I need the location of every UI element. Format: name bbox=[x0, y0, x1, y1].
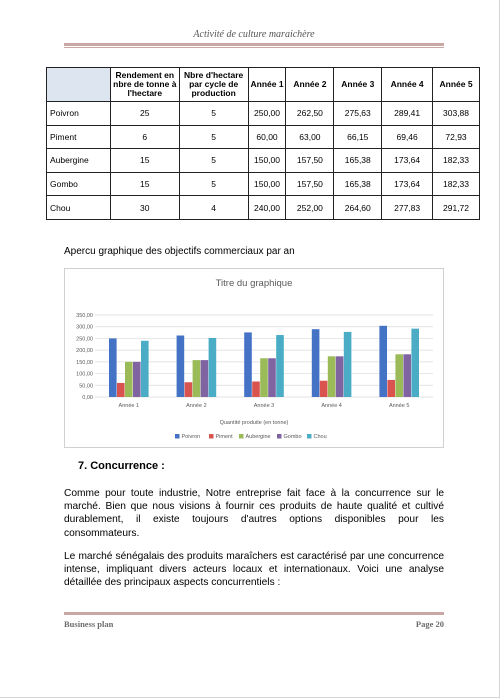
table-cell: 240,00 bbox=[248, 196, 286, 220]
legend-swatch bbox=[175, 434, 180, 439]
bar-chou bbox=[344, 332, 352, 397]
header-cell: Année 3 bbox=[334, 68, 382, 102]
page-number: Page 20 bbox=[415, 619, 444, 629]
table-cell: 252,00 bbox=[286, 196, 334, 220]
bar-poivron bbox=[312, 329, 320, 397]
footer-rule bbox=[64, 612, 444, 615]
chart-frame bbox=[64, 268, 444, 448]
bar-gombo bbox=[336, 356, 344, 397]
running-header: Activité de culture maraichère bbox=[193, 29, 315, 40]
table-cell: 72,93 bbox=[433, 125, 480, 149]
table-cell: Piment bbox=[47, 125, 111, 149]
x-tick-label: Année 2 bbox=[186, 403, 207, 409]
header-cell: Année 4 bbox=[382, 68, 433, 102]
legend-label: Aubergine bbox=[245, 434, 271, 440]
y-tick-label: 250,00 bbox=[76, 336, 93, 343]
table-cell: 165,38 bbox=[334, 149, 382, 173]
bar-aubergine bbox=[395, 354, 403, 397]
table-row bbox=[47, 102, 480, 126]
production-table bbox=[46, 67, 480, 220]
table-cell: 173,64 bbox=[382, 172, 433, 196]
table-cell: 15 bbox=[110, 149, 179, 173]
x-tick-label: Année 1 bbox=[118, 403, 140, 409]
bar-piment bbox=[387, 380, 395, 397]
y-tick-label: 300,00 bbox=[76, 324, 93, 331]
legend-label: Gombo bbox=[283, 434, 302, 440]
table-cell: 25 bbox=[110, 102, 179, 126]
legend-swatch bbox=[307, 434, 312, 439]
bar-aubergine bbox=[328, 356, 336, 397]
y-tick-label: 100,00 bbox=[76, 371, 93, 378]
bar-chart bbox=[65, 269, 443, 447]
bar-gombo bbox=[133, 362, 141, 397]
bar-piment bbox=[185, 382, 193, 397]
bar-aubergine bbox=[260, 358, 268, 397]
bar-poivron bbox=[109, 338, 117, 397]
table-cell: 289,41 bbox=[382, 102, 433, 126]
legend-swatch bbox=[209, 434, 214, 439]
bar-gombo bbox=[201, 360, 209, 397]
bar-chou bbox=[209, 338, 217, 397]
table-cell: 60,00 bbox=[248, 125, 286, 149]
bar-piment bbox=[320, 381, 328, 397]
table-cell: 4 bbox=[179, 196, 248, 220]
legend-label: Poivron bbox=[181, 434, 201, 440]
table-cell: 264,60 bbox=[334, 196, 382, 220]
table-cell: 150,00 bbox=[248, 149, 286, 173]
bar-aubergine bbox=[125, 362, 133, 397]
table-row bbox=[47, 172, 480, 196]
bar-piment bbox=[252, 382, 260, 397]
y-tick-label: 150,00 bbox=[76, 359, 93, 366]
bar-gombo bbox=[268, 358, 276, 397]
table-cell: 291,72 bbox=[433, 196, 480, 220]
table-cell: 5 bbox=[179, 172, 248, 196]
table-cell: 182,33 bbox=[433, 149, 480, 173]
table-cell: 69,46 bbox=[382, 125, 433, 149]
header-rule bbox=[64, 43, 444, 46]
x-tick-label: Année 5 bbox=[388, 403, 410, 409]
table-cell: 262,50 bbox=[286, 102, 334, 126]
table-row bbox=[47, 196, 480, 220]
header-rule-thin bbox=[64, 47, 444, 48]
table-cell: 250,00 bbox=[248, 102, 286, 126]
table-cell: 6 bbox=[110, 125, 179, 149]
table-cell: 63,00 bbox=[286, 125, 334, 149]
header-cell: Rendement en nbre de tonne à l'hectare bbox=[110, 68, 179, 102]
table-cell: 150,00 bbox=[248, 172, 286, 196]
table-cell: 15 bbox=[110, 172, 179, 196]
table-cell: 66,15 bbox=[334, 125, 382, 149]
table-cell: 157,50 bbox=[286, 172, 334, 196]
x-tick-label: Année 4 bbox=[321, 403, 342, 409]
table-cell: 277,83 bbox=[382, 196, 433, 220]
legend-label: Piment bbox=[215, 434, 233, 440]
bar-poivron bbox=[177, 336, 185, 398]
y-tick-label: 200,00 bbox=[76, 348, 93, 355]
bar-chou bbox=[141, 341, 149, 397]
table-cell: 30 bbox=[110, 196, 179, 220]
y-tick-label: 50,00 bbox=[79, 383, 93, 390]
table-row bbox=[47, 125, 480, 149]
footer-label: Business plan bbox=[64, 619, 114, 629]
bar-poivron bbox=[244, 332, 252, 397]
y-tick-label: 0,00 bbox=[82, 395, 93, 401]
legend-swatch bbox=[239, 434, 244, 439]
table-cell: Gombo bbox=[47, 172, 111, 196]
table-cell: 5 bbox=[179, 125, 248, 149]
bar-piment bbox=[117, 383, 125, 397]
table-cell: 5 bbox=[179, 149, 248, 173]
table-cell: 157,50 bbox=[286, 149, 334, 173]
chart-title: Titre du graphique bbox=[215, 278, 293, 289]
section-heading: 7. Concurrence : bbox=[78, 460, 165, 472]
table-cell: Aubergine bbox=[47, 149, 111, 173]
bar-aubergine bbox=[193, 360, 201, 397]
header-cell: Année 5 bbox=[433, 68, 480, 102]
table-cell: 303,88 bbox=[433, 102, 480, 126]
header-cell: Année 2 bbox=[286, 68, 334, 102]
table-cell: Chou bbox=[47, 196, 111, 220]
table-cell: 173,64 bbox=[382, 149, 433, 173]
chart-heading: Apercu graphique des objectifs commerciaux par an bbox=[64, 246, 295, 257]
y-tick-label: 350,00 bbox=[76, 313, 93, 319]
x-axis-label: Quantité produite (en tonne) bbox=[219, 420, 289, 426]
table-cell: 5 bbox=[179, 102, 248, 126]
header-cell: Année 1 bbox=[248, 68, 286, 102]
bar-gombo bbox=[403, 354, 411, 397]
table-cell: 182,33 bbox=[433, 172, 480, 196]
bar-chou bbox=[276, 335, 284, 397]
legend-swatch bbox=[277, 434, 282, 439]
bar-chou bbox=[411, 329, 419, 397]
table-cell: 165,38 bbox=[334, 172, 382, 196]
header-cell: Nbre d'hectare par cycle de production bbox=[179, 68, 248, 102]
table-header-row bbox=[47, 68, 480, 102]
bar-poivron bbox=[379, 326, 387, 397]
legend-label: Chou bbox=[313, 434, 327, 440]
table-row bbox=[47, 149, 480, 173]
x-tick-label: Année 3 bbox=[253, 403, 275, 409]
table-cell: Poivron bbox=[47, 102, 111, 126]
header-cell bbox=[47, 68, 111, 102]
table-cell: 275,63 bbox=[334, 102, 382, 126]
paragraph: Comme pour toute industrie, Notre entreprise fait face à la concurrence sur le marché. Bien que nous visions à fournir ces produits de haute qualité et cultivé durablement, il existe toujours d'autres options disponibles pour les consommateurs. bbox=[64, 488, 444, 539]
paragraph: Le marché sénégalais des produits maraîchers est caractérisé par une concurrence intense, impliquant divers acteurs locaux et internationaux. Voici une analyse détaillée des principaux aspects concurrentiels : bbox=[64, 551, 444, 589]
